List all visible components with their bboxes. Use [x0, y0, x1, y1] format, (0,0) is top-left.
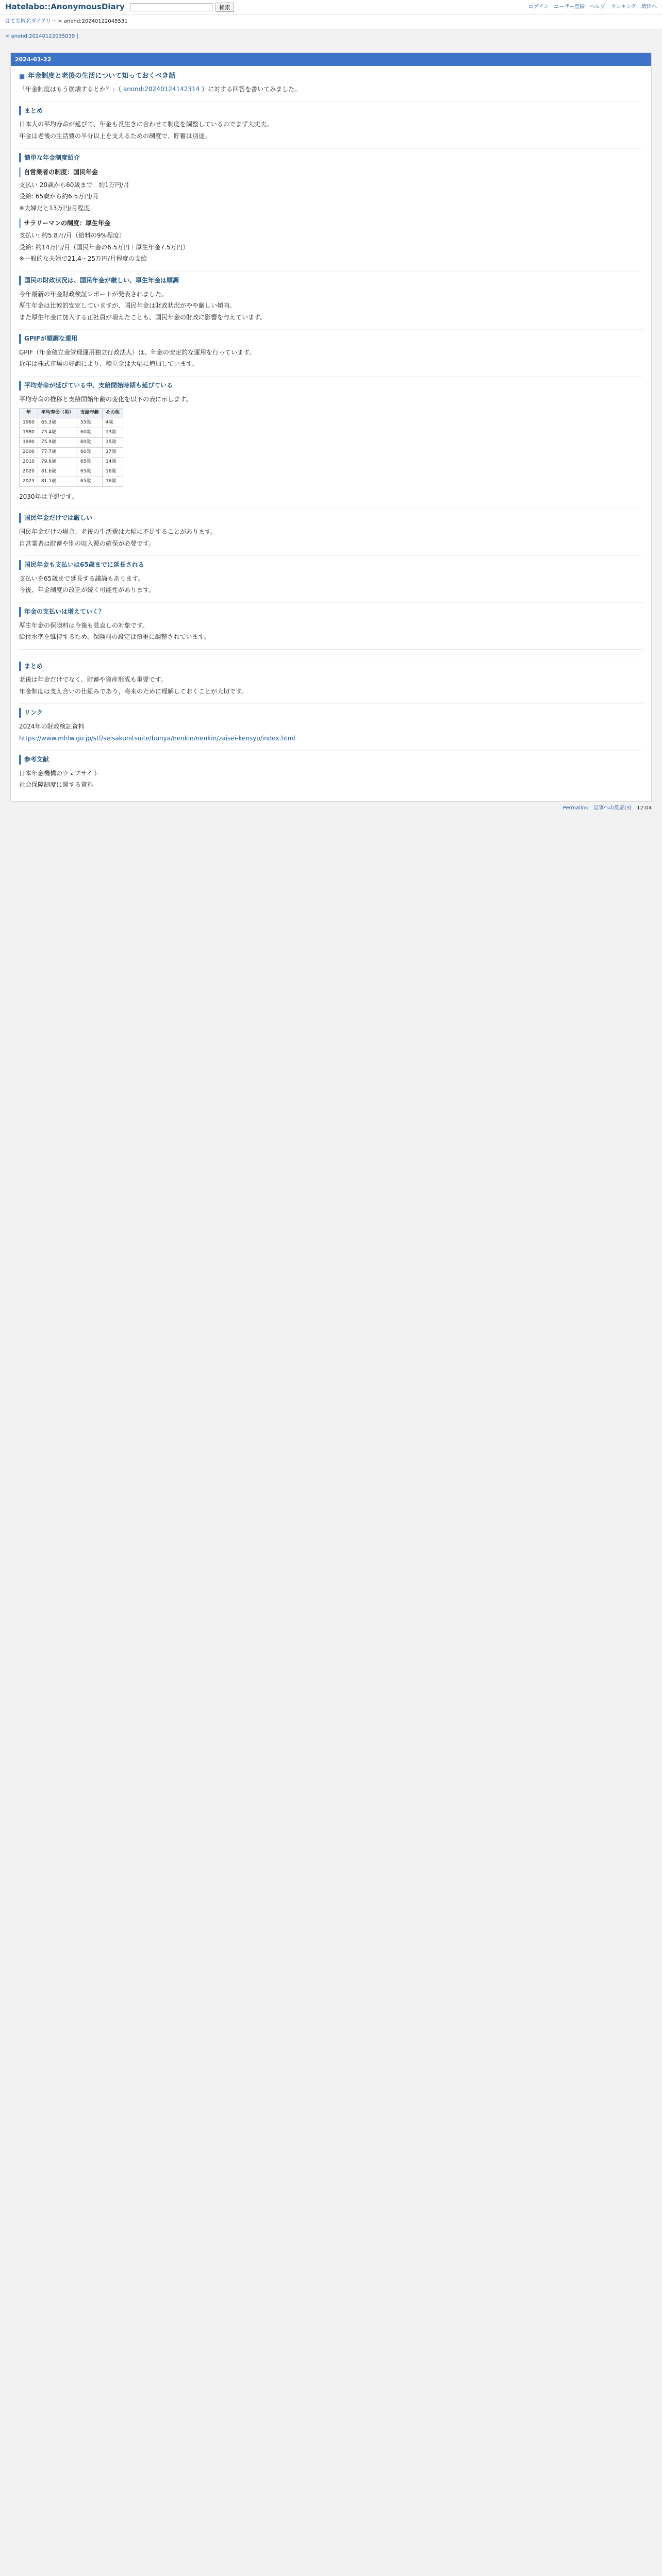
table-cell: 2020: [20, 467, 38, 477]
breadcrumb-parent-link[interactable]: はてな匿名ダイアリー: [5, 19, 57, 24]
life-expectancy-header-age: 支給年齢: [77, 409, 102, 418]
lead-prefix: 「年金制度はもう崩壊するとか？」（: [19, 86, 122, 93]
table-cell: 1980: [20, 428, 38, 438]
table-cell: 65歳: [77, 457, 102, 467]
references-line-2: 社会保障制度に関する資料: [19, 781, 94, 789]
date-bar: 2024-01-22: [11, 53, 651, 66]
life-expectancy-intro: 平均寿命の推移と支給開始年齢の変化を以下の表に示します。: [19, 395, 192, 403]
life-expectancy-row: [20, 448, 123, 457]
life-expectancy-row: [20, 428, 123, 438]
site-brand[interactable]: Hatelabo::AnonymousDiary: [5, 2, 125, 11]
life-expectancy-header-row: [20, 409, 123, 418]
section-summary: [19, 101, 643, 141]
register-link[interactable]: ユーザー登録: [554, 4, 585, 10]
external-link[interactable]: https://www.mhlw.go.jp/stf/seisakunitsuite/bunya/nenkin/nenkin/zaisei-kensyo/index.html: [19, 734, 295, 742]
section-heading-national-only: 国民年金だけでは厳しい: [19, 513, 643, 523]
national-pension-line-1: 支払い 20歳から60歳まで 約1万円/月: [19, 181, 130, 189]
main-entry: [10, 53, 652, 802]
employee-pension-line-2: 受給: 約14万円/月（国民年金の6.5万円＋厚生年金7.5万円）: [19, 243, 189, 251]
table-cell: 60歳: [77, 438, 102, 448]
table-cell: 79.6歳: [38, 457, 77, 467]
section-heading-links: リンク: [19, 708, 643, 718]
extension-line-1: 支払いを65歳まで延長する議論もあります。: [19, 574, 144, 582]
life-expectancy-row: [20, 457, 123, 467]
subcrumb: [0, 29, 662, 44]
table-cell: 65歳: [77, 467, 102, 477]
life-expectancy-header-year: 年: [20, 409, 38, 418]
table-cell: 77.7歳: [38, 448, 77, 457]
table-cell: 15歳: [102, 438, 123, 448]
section-references: [19, 750, 643, 790]
table-cell: 81.1歳: [38, 477, 77, 486]
bottom-summary-line-2: 年金制度は支え合いの仕組みであり、将来のために理解しておくことが大切です。: [19, 687, 248, 695]
life-expectancy-header-other: その他: [102, 409, 123, 418]
table-cell: 65.3歳: [38, 418, 77, 428]
finance-status-line-3: また厚生年金に加入する正社員が増えたことも、国民年金の財政に影響を与えています。: [19, 313, 267, 321]
life-expectancy-header-male: 平均寿命（男）: [38, 409, 77, 418]
summary-line-3: 年金は老後の生活費の半分以上を支えるための制度で、貯蓄は別途。: [19, 132, 211, 140]
section-heading-gpif: GPIFが順調な運用: [19, 334, 643, 344]
search-area: [130, 3, 234, 12]
gpif-line-2: 近年は株式市場の好調により、積立金は大幅に増加しています。: [19, 360, 198, 368]
employee-pension-line-3: ※一般的な夫婦で21.4～25万円/月程度の支給: [19, 255, 147, 263]
section-divider: [19, 649, 643, 650]
life-expectancy-note: 2030年は予想です。: [19, 493, 78, 500]
table-cell: 75.9歳: [38, 438, 77, 448]
breadcrumb-current: anond:20240122045531: [63, 19, 128, 24]
payment-growth-line-2: 給付水準を維持するため、保険料の設定は慎重に調整されています。: [19, 633, 210, 641]
table-cell: 16歳: [102, 467, 123, 477]
section-extension: [19, 555, 643, 595]
section-bottom-summary: [19, 657, 643, 697]
previous-entry-link[interactable]: < anond:20240122035039 |: [5, 33, 78, 39]
table-cell: 2000: [20, 448, 38, 457]
permalink-link[interactable]: Permalink: [562, 805, 588, 811]
table-cell: 60歳: [77, 428, 102, 438]
finance-status-line-1: 今年最新の年金財政検証レポートが発表されました。: [19, 290, 168, 298]
footer-time: 12:04: [637, 805, 652, 811]
life-expectancy-row: [20, 418, 123, 428]
responses-link[interactable]: 記事への反応(3): [593, 805, 632, 811]
lead-suffix: ）に対する回答を書いてみました。: [202, 86, 301, 93]
search-button[interactable]: 検索: [216, 3, 234, 12]
payment-growth-line-1: 厚生年金の保険料は今後も見直しの対象です。: [19, 621, 149, 629]
top-links: [528, 3, 657, 11]
table-cell: 16歳: [102, 477, 123, 486]
table-cell: 1990: [20, 438, 38, 448]
star-icon: ■: [19, 72, 25, 80]
table-cell: 81.6歳: [38, 467, 77, 477]
national-pension-line-2: 受給: 65歳から約6.5万円/月: [19, 193, 99, 200]
table-cell: 2010: [20, 457, 38, 467]
footer: [10, 802, 652, 815]
life-expectancy-table: [19, 408, 123, 487]
section-links: [19, 703, 643, 743]
table-cell: 2023: [20, 477, 38, 486]
section-pension-intro: [19, 148, 643, 264]
national-only-line-1: 国民年金だけの場合、老後の生活費は大幅に不足することがあります。: [19, 528, 217, 535]
section-heading-bottom-summary: まとめ: [19, 662, 643, 671]
section-heading-references: 参考文献: [19, 755, 643, 765]
section-heading-payment-growth: 年金の支払いは増えていく？: [19, 607, 643, 617]
entry-title: 年金制度と老後の生活について知っておくべき話: [28, 72, 176, 80]
table-cell: 17歳: [102, 448, 123, 457]
masuda-link[interactable]: 増田へ: [641, 4, 657, 10]
section-heading-summary: まとめ: [19, 106, 643, 116]
subheading-employee-pension: サラリーマンの制度：厚生年金: [19, 218, 643, 228]
extension-line-2: 今後、年金制度の改正が続く可能性があります。: [19, 586, 155, 594]
login-link[interactable]: ログイン: [528, 4, 549, 10]
finance-status-line-2: 厚生年金は比較的安定していますが、国民年金は財政状況がやや厳しい傾向。: [19, 302, 236, 310]
links-line-1: 2024年の財政検証資料: [19, 723, 85, 731]
table-cell: 14歳: [102, 457, 123, 467]
life-expectancy-row: [20, 438, 123, 448]
life-expectancy-row: [20, 477, 123, 486]
section-payment-growth: [19, 602, 643, 642]
table-cell: 60歳: [77, 448, 102, 457]
ranking-link[interactable]: ランキング: [610, 4, 636, 10]
section-heading-finance-status: 国民の財政状況は、国民年金が厳しい、厚生年金は順調: [19, 276, 643, 285]
breadcrumb: [0, 14, 662, 29]
section-gpif: [19, 329, 643, 369]
table-cell: 65歳: [77, 477, 102, 486]
top-bar: [0, 0, 662, 14]
entry-lead: [19, 84, 643, 94]
bottom-summary-line-1: 老後は年金だけでなく、貯蓄や資産形成も重要です。: [19, 676, 167, 684]
summary-line-1: 日本人の平均寿命が延びて、年金も長生きに合わせて制度を調整しているのでまず大丈夫。: [19, 121, 273, 128]
section-heading-extension: 国民年金も支払いは65歳までに延長される: [19, 560, 643, 570]
section-heading-pension-intro: 簡単な年金制度紹介: [19, 153, 643, 163]
table-cell: 4歳: [102, 418, 123, 428]
entry-content: [11, 66, 651, 801]
section-national-only: [19, 509, 643, 548]
table-cell: 1960: [20, 418, 38, 428]
breadcrumb-separator: >: [58, 19, 62, 24]
lead-link[interactable]: anond:20240124142314: [123, 86, 200, 93]
table-cell: 13歳: [102, 428, 123, 438]
section-heading-life-expectancy: 平均寿命が延びている中、支給開始時期も延びている: [19, 381, 643, 391]
life-expectancy-row: [20, 467, 123, 477]
references-line-1: 日本年金機構のウェブサイト: [19, 769, 99, 777]
gpif-line-1: GPIF（年金積立金管理運用独立行政法人）は、年金の安定的な運用を行っています。: [19, 348, 256, 356]
national-pension-line-3: ※夫婦だと13万円/月程度: [19, 204, 90, 212]
help-link[interactable]: ヘルプ: [590, 4, 606, 10]
employee-pension-line-1: 支払い: 約5.8万/月（給料の9%程度）: [19, 232, 126, 240]
table-cell: 55歳: [77, 418, 102, 428]
section-finance-status: [19, 271, 643, 322]
national-only-line-2: 自営業者は貯蓄や別の収入源の確保が必要です。: [19, 539, 155, 547]
search-input[interactable]: [130, 3, 212, 11]
table-cell: 73.4歳: [38, 428, 77, 438]
section-life-expectancy: [19, 376, 643, 501]
subheading-national-pension: 自営業者の制度：国民年金: [19, 167, 643, 177]
entry-head: [19, 71, 643, 81]
